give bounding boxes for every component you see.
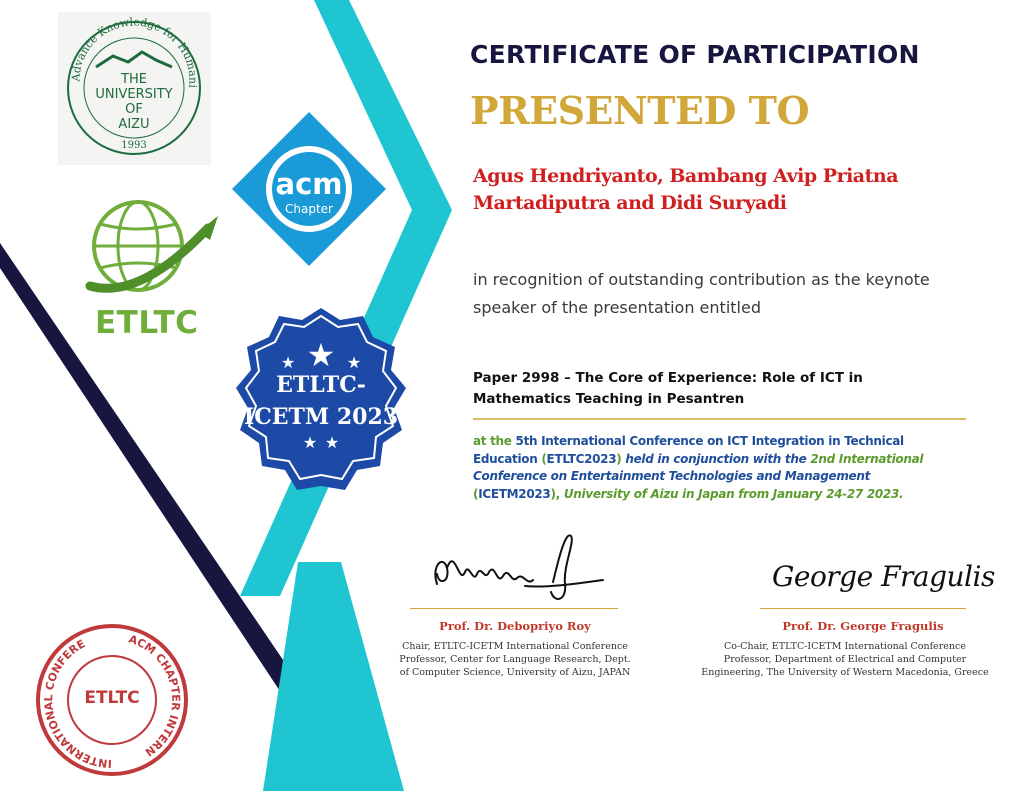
badge-line2: ICETM 2023	[243, 404, 399, 430]
signatory-left-line3: of Computer Science, University of Aizu, JAPAN	[399, 667, 631, 678]
conf-part7: held in conjunction with the	[625, 451, 811, 466]
signatory-right-line3: Engineering, The University of Western Macedonia, Greece	[701, 667, 989, 678]
recipient-names-line2: Martadiputra and Didi Suryadi	[473, 192, 787, 214]
aizu-line1: THE	[121, 72, 147, 87]
conf-part9: Conference on Entertainment Technologies and Management	[473, 469, 871, 483]
conf-part5: ETLTC2023	[546, 451, 617, 466]
etltc-logo-text: ETLTC	[95, 305, 199, 341]
cyan-parallelogram	[263, 562, 404, 791]
conf-part12: ),	[550, 486, 564, 501]
svg-text:★: ★	[280, 353, 296, 372]
acm-text: acm	[275, 167, 343, 201]
badge-line1: ETLTC-	[276, 372, 366, 398]
signature-line-left	[410, 608, 618, 609]
recipient-names-line1: Agus Hendriyanto, Bambang Avip Priatna	[473, 165, 899, 187]
aizu-line4: AIZU	[118, 117, 150, 132]
conf-part1: at the	[473, 434, 516, 448]
signatory-left-name: Prof. Dr. Debopriyo Roy	[439, 619, 591, 633]
signature-line-right	[760, 608, 966, 609]
stamp-center-text: ETLTC	[84, 688, 140, 708]
aizu-line3: OF	[125, 102, 143, 117]
acm-chapter-logo	[232, 112, 386, 266]
conf-part4: (	[537, 451, 547, 466]
recognition-text	[473, 266, 993, 322]
paper-title-line1: Paper 2998 – The Core of Experience: Role of ICT in	[473, 370, 863, 386]
signatory-right-line1: Co-Chair, ETLTC-ICETM International Conference	[723, 641, 966, 652]
signature-fragulis-handwritten: George Fragulis	[772, 560, 995, 593]
conf-part2: 5th International Conference on ICT Integration in Technical	[515, 434, 904, 448]
acm-chapter-text: Chapter	[285, 202, 333, 216]
conf-part8: 2nd International	[810, 451, 924, 466]
svg-text:★: ★	[302, 433, 318, 452]
conf-part10: (	[473, 486, 479, 501]
certificate-title: CERTIFICATE OF PARTICIPATION	[470, 40, 920, 69]
conf-part6: )	[616, 451, 626, 466]
svg-text:★: ★	[306, 336, 336, 374]
conference-details	[473, 433, 973, 503]
signature-roy-handwritten	[425, 526, 605, 606]
aizu-year: 1993	[121, 140, 147, 151]
recipient-names	[473, 163, 953, 217]
conference-badge	[228, 306, 414, 506]
paper-title-line2: Mathematics Teaching in Pesantren	[473, 391, 745, 407]
recognition-line2: speaker of the presentation entitled	[473, 298, 761, 317]
stamp-right-arc: ACM CHAPTER INTERN	[127, 632, 183, 759]
stamp-left-arc: INTERNATIONAL CONFERE	[42, 637, 113, 771]
cyan-chevron	[240, 0, 452, 596]
conf-part13: University of Aizu in Japan from January 24-27 2023.	[563, 486, 904, 501]
aizu-line2: UNIVERSITY	[95, 87, 173, 102]
conf-part11: ICETM2023	[478, 486, 551, 501]
svg-text:★: ★	[324, 433, 340, 452]
conf-part3: Education	[473, 451, 538, 466]
signatory-left-line2: Professor, Center for Language Research, Dept.	[399, 654, 631, 665]
etltc-globe-icon	[80, 188, 220, 303]
svg-text:★: ★	[346, 353, 362, 372]
signatory-left-line1: Chair, ETLTC-ICETM International Conference	[402, 641, 628, 652]
recognition-line1: in recognition of outstanding contribution as the keynote	[473, 270, 930, 289]
signatory-left-description	[390, 640, 640, 679]
presented-to-heading: PRESENTED TO	[470, 88, 810, 133]
signatory-right-line2: Professor, Department of Electrical and Computer	[723, 654, 967, 665]
paper-title	[473, 368, 993, 410]
aizu-arc-text: Advance Knowledge for Humani	[69, 15, 200, 89]
signatory-right-description	[690, 640, 1000, 679]
signatory-right-name: Prof. Dr. George Fragulis	[782, 619, 944, 633]
university-of-aizu-logo	[58, 12, 211, 165]
conference-stamp	[32, 620, 192, 780]
